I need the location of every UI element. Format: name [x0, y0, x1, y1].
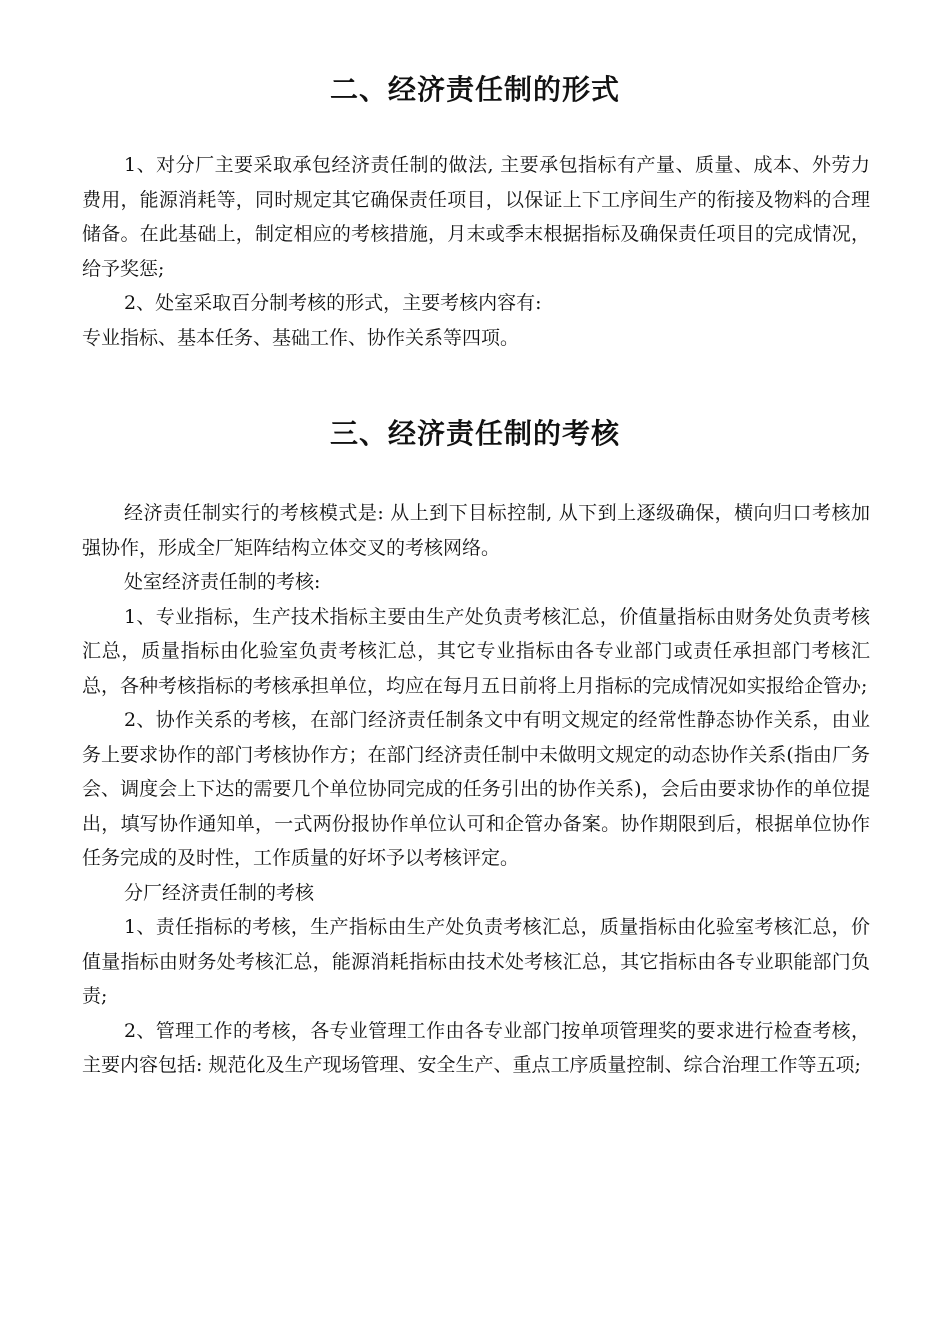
paragraph: 2、协作关系的考核，在部门经济责任制条文中有明文规定的经常性静态协作关系，由业务上要求协作的部门考核协作方；在部门经济责任制中未做明文规定的动态协作关系(指由厂务会、调度会上下达的需要几个单位协同完成的任务引出的协作关系)，会后由要求协作的单位提出，填写协作通知单，一式两份报协作单位认可和企管办备案。协作期限到后，根据单位协作任务完成的及时性，工作质量的好坏予以考核评定。: [82, 709, 870, 869]
section-body-assessment: [82, 496, 870, 1083]
paragraph: 2、处室采取百分制考核的形式，主要考核内容有:: [124, 292, 542, 314]
section-title-form: 二、经济责任制的形式: [329, 73, 620, 106]
section-body-form: [82, 148, 870, 355]
paragraph: 1、责任指标的考核，生产指标由生产处负责考核汇总，质量指标由化验室考核汇总，价值量指标由财务处考核汇总，能源消耗指标由技术处考核汇总，其它指标由各专业职能部门负责;: [82, 916, 870, 1007]
paragraph: 1、对分厂主要采取承包经济责任制的做法, 主要承包指标有产量、质量、成本、外劳力费用，能源消耗等，同时规定其它确保责任项目，以保证上下工序间生产的衔接及物料的合理储备。在此基础上，制定相应的考核措施，月末或季末根据指标及确保责任项目的完成情况，给予奖惩;: [82, 154, 870, 280]
paragraph: 1、专业指标，生产技术指标主要由生产处负责考核汇总，价值量指标由财务处负责考核汇总，质量指标由化验室负责考核汇总，其它专业指标由各专业部门或责任承担部门考核汇总，各种考核指标的考核承担单位，均应在每月五日前将上月指标的完成情况如实报给企管办;: [82, 605, 870, 697]
paragraph: 专业指标、基本任务、基础工作、协作关系等四项。: [82, 326, 520, 349]
paragraph: 分厂经济责任制的考核: [124, 881, 315, 904]
paragraph: 处室经济责任制的考核:: [124, 571, 321, 593]
paragraph: 2、管理工作的考核，各专业管理工作由各专业部门按单项管理奖的要求进行检查考核，主要内容包括: 规范化及生产现场管理、安全生产、重点工序质量控制、综合治理工作等五项;: [82, 1019, 870, 1076]
section-title-assessment: 三、经济责任制的考核: [329, 417, 620, 450]
paragraph: 经济责任制实行的考核模式是: 从上到下目标控制, 从下到上逐级确保，横向归口考核加强协作，形成全厂矩阵结构立体交叉的考核网络。: [82, 502, 870, 559]
